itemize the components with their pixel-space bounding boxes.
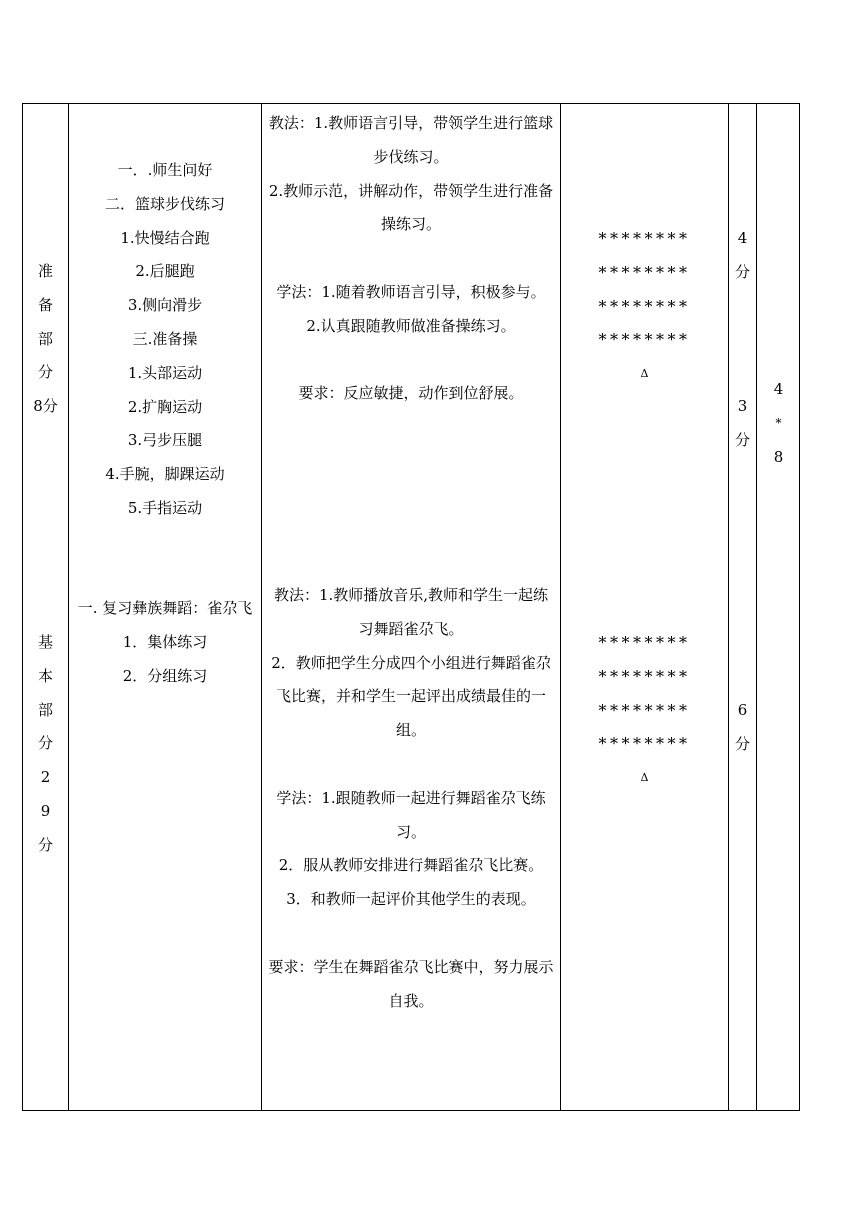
method-paragraph: 学法：1.随着教师语言引导，积极参与。	[276, 282, 546, 301]
section-prep-time-1	[729, 222, 756, 290]
content-line: 2.扩胸运动	[127, 397, 203, 416]
intensity-char: 4	[773, 380, 784, 398]
label-char: 部	[37, 329, 53, 348]
section-prep-formation	[561, 222, 728, 391]
teacher-marker: Δ	[640, 771, 649, 785]
section-basic-time	[729, 694, 756, 762]
section-prep-content	[69, 154, 261, 526]
section-prep-time-2	[729, 390, 756, 458]
formation-row: ********	[598, 330, 691, 350]
time-unit: 分	[734, 262, 750, 281]
formation-row: ********	[598, 262, 691, 282]
formation-row: ********	[598, 666, 691, 686]
label-char: 2	[40, 768, 51, 787]
method-paragraph: 2．服从教师安排进行舞蹈雀尕飞比赛。	[278, 856, 544, 875]
method-paragraph: 2.教师示范，讲解动作，带领学生进行准备操练习。	[268, 181, 554, 234]
time-unit: 分	[734, 430, 750, 449]
label-char: 9	[40, 801, 51, 820]
intensity-char: *	[775, 415, 782, 430]
method-paragraph: 要求：反应敏捷，动作到位舒展。	[298, 384, 524, 403]
method-paragraph: 学法：1.跟随教师一起进行舞蹈雀尕飞练习。	[276, 788, 546, 841]
content-line: 一．.师生问好	[117, 161, 213, 179]
time-value: 4	[737, 229, 748, 247]
method-paragraph: 2．教师把学生分成四个小组进行舞蹈雀尕飞比赛，并和学生一起评出成绩最佳的一组。	[271, 653, 551, 740]
label-char: 备	[37, 295, 53, 314]
content-line: 3.侧向滑步	[127, 296, 203, 315]
time-value: 6	[737, 701, 748, 719]
label-char: 分	[37, 835, 53, 854]
content-line: 三.准备操	[132, 329, 198, 348]
method-paragraph: 教法：1.教师语言引导，带领学生进行篮球步伐练习。	[268, 114, 554, 166]
time-value: 3	[737, 397, 748, 415]
column-divider	[756, 104, 757, 1110]
formation-row: ********	[598, 734, 691, 754]
method-paragraph: 教法：1.教师播放音乐,教师和学生一起练习舞蹈雀尕飞。	[273, 586, 549, 638]
content-line: 3.弓步压腿	[127, 431, 203, 450]
label-char: 8分	[33, 397, 58, 416]
teacher-marker: Δ	[640, 367, 649, 381]
label-char: 分	[37, 734, 53, 753]
content-line: 一. 复习彝族舞蹈：雀尕飞	[77, 599, 253, 617]
intensity-char: 8	[773, 447, 784, 466]
lesson-plan-table	[22, 103, 800, 1111]
intensity-cell	[757, 373, 800, 474]
content-line: 1．集体练习	[122, 632, 208, 651]
formation-row: ********	[598, 229, 691, 248]
formation-row: ********	[598, 633, 691, 652]
method-paragraph: 要求：学生在舞蹈雀尕飞比赛中，努力展示自我。	[268, 957, 554, 1010]
content-line: 4.手腕，脚踝运动	[105, 465, 225, 484]
method-paragraph: 3．和教师一起评价其他学生的表现。	[286, 890, 536, 909]
content-line: 1.头部运动	[127, 363, 203, 382]
content-line: 二．篮球步伐练习	[104, 194, 225, 213]
section-prep-label	[23, 255, 68, 424]
label-char: 分	[37, 363, 53, 382]
section-basic-label	[23, 626, 68, 863]
section-basic-content	[75, 592, 255, 693]
method-paragraph: 2.认真跟随教师做准备操练习。	[306, 316, 516, 335]
section-basic-method	[267, 579, 555, 1018]
formation-row: ********	[598, 700, 691, 720]
label-char: 部	[37, 700, 53, 719]
label-char: 准	[37, 262, 53, 280]
column-divider	[261, 104, 262, 1110]
content-line: 5.手指运动	[127, 498, 203, 517]
label-char: 本	[37, 666, 53, 685]
label-char: 基	[37, 633, 53, 651]
content-line: 2.后腿跑	[135, 262, 195, 281]
content-line: 1.快慢结合跑	[120, 228, 210, 247]
section-prep-method	[267, 107, 555, 411]
section-basic-formation	[561, 626, 728, 795]
formation-row: ********	[598, 296, 691, 316]
content-line: 2．分组练习	[122, 666, 208, 685]
time-unit: 分	[734, 734, 750, 753]
